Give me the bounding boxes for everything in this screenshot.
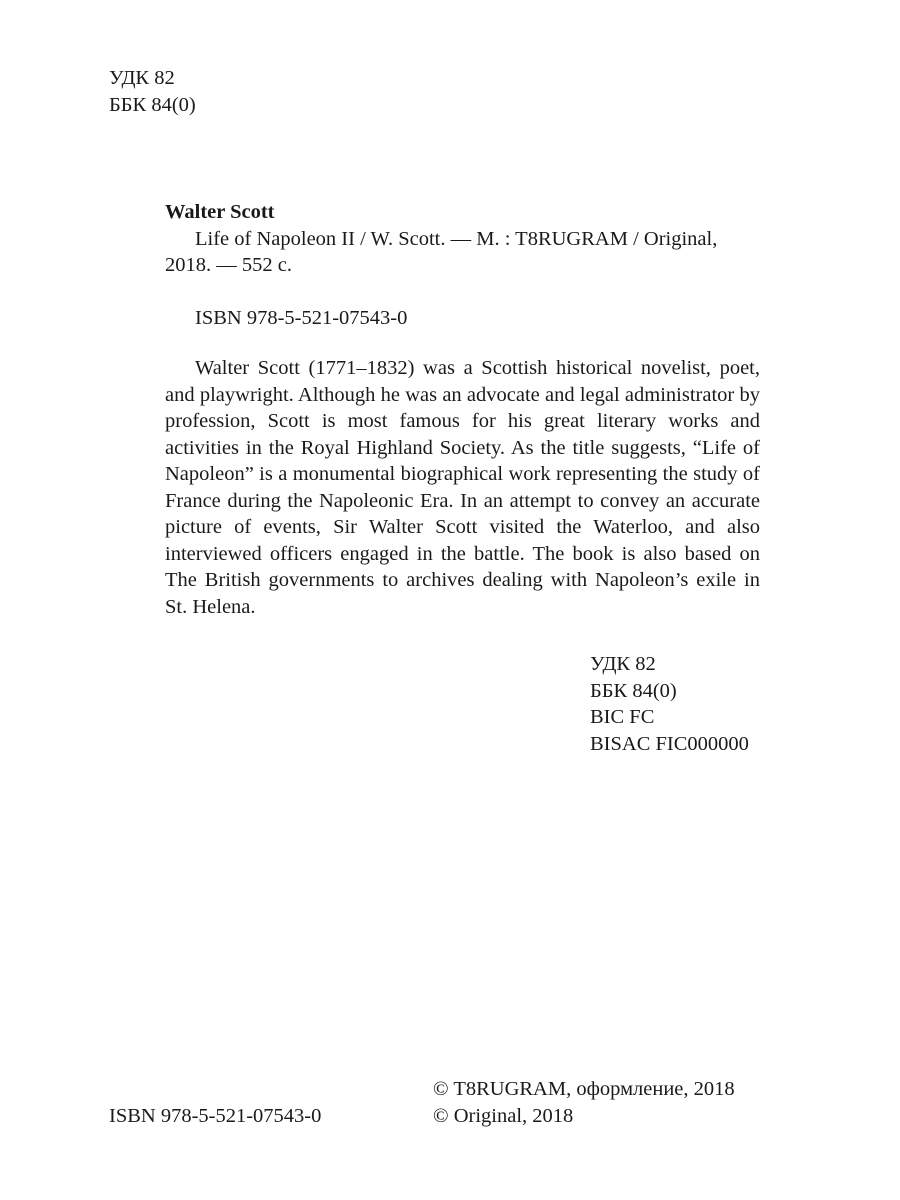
annotation (165, 355, 760, 620)
bisac-code: BISAC FIC000000 (590, 732, 749, 755)
bic-code: BIC FC (590, 706, 655, 728)
classification-codes (590, 651, 749, 757)
isbn-bottom (109, 1103, 321, 1130)
copyright-line-1: © T8RUGRAM, оформление, 2018 (433, 1078, 735, 1100)
bbk-code: ББК 84(0) (590, 679, 677, 702)
annotation-text: Walter Scott (1771–1832) was a Scottish historical novelist, poet, and playwright. Although he was an advocate and legal administrator by profession, Scott is most famous for his great literary works and activities in the Royal Highland Society. As the title suggests, “Life of Napoleon” is a monumental biographical work representing the study of France during the Napoleonic Era. In an attempt to convey an accurate picture of events, Sir Walter Scott visited the Waterloo, and also interviewed officers engaged in the battle. The book is also based on The British governments to archives dealing with Napoleon’s exile in St. Helena. (165, 357, 760, 618)
isbn-bottom-text: ISBN 978-5-521-07543-0 (109, 1105, 322, 1127)
catalog-entry-line-1: Life of Napoleon II / W. Scott. — M. : T8RUGRAM / Original, (195, 227, 718, 250)
copyright-notice (433, 1076, 735, 1129)
udk-code: УДК 82 (590, 653, 656, 675)
copyright-line-2: © Original, 2018 (433, 1104, 574, 1127)
isbn-main-text: ISBN 978-5-521-07543-0 (195, 307, 408, 329)
header-classification-codes (109, 65, 196, 118)
author-name: Walter Scott (165, 201, 275, 223)
header-udk-code: УДК 82 (109, 67, 175, 89)
isbn-main (195, 305, 407, 332)
header-bbk-code: ББК 84(0) (109, 93, 196, 116)
catalog-entry-line-2: 2018. — 552 c. (165, 254, 292, 276)
catalog-entry (165, 199, 760, 279)
